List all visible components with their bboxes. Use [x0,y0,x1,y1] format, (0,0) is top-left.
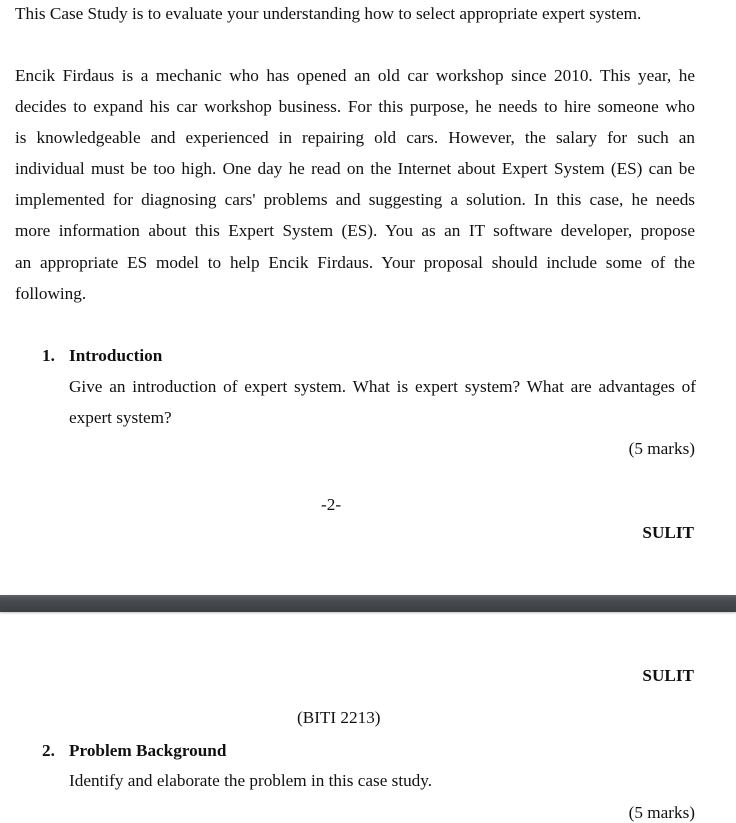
paragraph-line: implemented for diagnosing cars' problems and suggesting a solution. In this case, he needs [15,190,695,209]
question-2-body: Identify and elaborate the problem in this case study. [69,771,433,790]
paragraph-line: more information about this Expert System (ES). You as an IT software developer, propose [15,221,695,240]
course-code: (BITI 2213) [297,708,381,727]
question-1-body-line: expert system? [69,408,172,427]
paragraph-line: Encik Firdaus is a mechanic who has opened an old car workshop since 2010. This year, he [15,66,695,85]
paragraph-line: an appropriate ES model to help Encik Firdaus. Your proposal should include some of the [15,253,695,272]
question-1-marks: (5 marks) [628,439,695,458]
paragraph-line: is knowledgeable and experienced in repairing old cars. However, the salary for such an [15,128,695,147]
page-2-classification: SULIT [642,666,694,685]
page-1-classification: SULIT [642,523,694,542]
page-separator [0,595,736,612]
paragraph-line: following. [15,284,87,303]
question-1-number: 1. [42,346,55,365]
question-2-marks: (5 marks) [628,803,695,822]
intro-line: This Case Study is to evaluate your understanding how to select appropriate expert system. [15,4,642,23]
paragraph-line: individual must be too high. One day he read on the Internet about Expert System (ES) can be [15,159,695,178]
question-1-heading: Introduction [69,346,163,365]
page-number: -2- [321,495,342,514]
paragraph-line: decides to expand his car workshop business. For this purpose, he needs to hire someone who [15,97,695,116]
question-2-heading: Problem Background [69,741,227,760]
question-1-body-line: Give an introduction of expert system. What is expert system? What are advantages of [69,377,696,396]
question-2-number: 2. [42,741,55,760]
